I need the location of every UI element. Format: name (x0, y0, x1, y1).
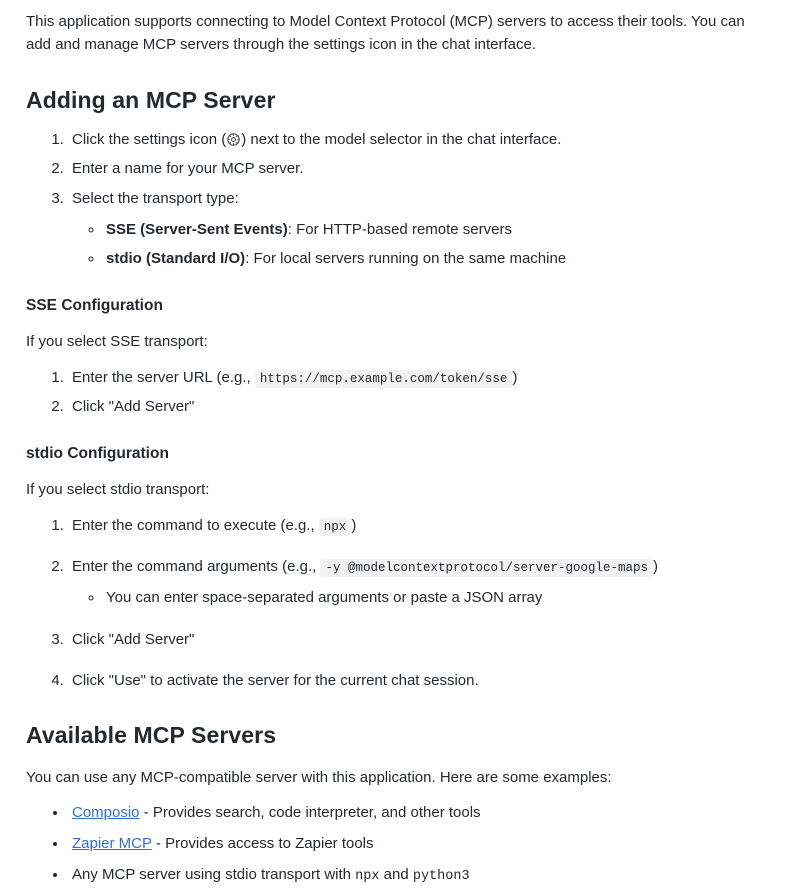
available-lead-text: You can use any MCP-compatible server with this application. Here are some examples: (26, 768, 612, 786)
list-item: ◦ You can enter space-separated arguments or paste a JSON array (104, 586, 769, 609)
adding-mcp-server-heading: Adding an MCP Server (26, 86, 276, 113)
stdio-step2-sublist (72, 586, 769, 609)
stdio-servers-middle: and (379, 866, 413, 884)
list-item (68, 832, 769, 855)
command-args-code: -y @modelcontextprotocol/server-google-maps (320, 559, 653, 577)
adding-steps-list (26, 128, 769, 270)
step1-text-after: ) next to the model selector in the chat interface. (241, 131, 562, 149)
list-item: 3. Click "Add Server" (68, 628, 769, 651)
list-item (68, 555, 769, 610)
list-item (104, 247, 769, 270)
sse-configuration-heading: SSE Configuration (26, 297, 163, 315)
stdio-step2-before: Enter the command arguments (e.g., (72, 557, 321, 575)
composio-link[interactable]: Composio (72, 803, 140, 821)
list-item: 2. Enter a name for your MCP server. (68, 157, 769, 180)
sse-lead-text: If you select SSE transport: (26, 333, 208, 351)
transport-option-label: SSE (Server-Sent Events) (106, 220, 288, 238)
transport-option-desc: : For local servers running on the same machine (245, 250, 567, 268)
list-item (68, 366, 769, 389)
stdio-servers-before: Any MCP server using stdio transport with (72, 866, 356, 884)
zapier-desc: - Provides access to Zapier tools (151, 835, 374, 853)
python3-code: python3 (412, 869, 470, 885)
stdio-step1-before: Enter the command to execute (e.g., (72, 516, 319, 534)
intro-paragraph: This application supports connecting to Model Context Protocol (MCP) servers to access their tools. You can add and manage MCP servers through the settings icon in the chat interface. (26, 13, 745, 54)
transport-option-label: stdio (Standard I/O) (106, 250, 246, 268)
available-mcp-servers-heading: Available MCP Servers (26, 722, 277, 749)
stdio-step1-after: ) (351, 516, 357, 534)
sse-step1-after: ) (512, 368, 518, 386)
npx-code: npx (355, 869, 380, 885)
stdio-lead-text: If you select stdio transport: (26, 481, 210, 499)
list-item: 2. Click "Add Server" (68, 395, 769, 418)
list-item (68, 863, 769, 888)
zapier-mcp-link[interactable]: Zapier MCP (72, 835, 152, 853)
list-item (68, 187, 769, 271)
gear-icon[interactable] (226, 132, 241, 147)
list-item (68, 801, 769, 824)
transport-option-desc: : For HTTP-based remote servers (287, 220, 512, 238)
stdio-steps-list (26, 514, 769, 693)
stdio-configuration-heading: stdio Configuration (26, 445, 169, 463)
list-item (68, 128, 769, 151)
step1-text-before: Click the settings icon ( (72, 131, 227, 149)
list-item: 4. Click "Use" to activate the server for the current chat session. (68, 669, 769, 692)
sse-step1-before: Enter the server URL (e.g., (72, 368, 255, 386)
server-url-code: https://mcp.example.com/token/sse (255, 370, 513, 388)
stdio-step2-after: ) (653, 557, 659, 575)
sse-steps-list (26, 366, 769, 419)
command-code: npx (319, 518, 352, 536)
step3-text: Select the transport type: (72, 189, 239, 207)
composio-desc: - Provides search, code interpreter, and other tools (139, 803, 481, 821)
list-item (68, 514, 769, 537)
list-item (104, 218, 769, 241)
transport-options-list (72, 218, 769, 271)
available-servers-list (26, 801, 769, 888)
